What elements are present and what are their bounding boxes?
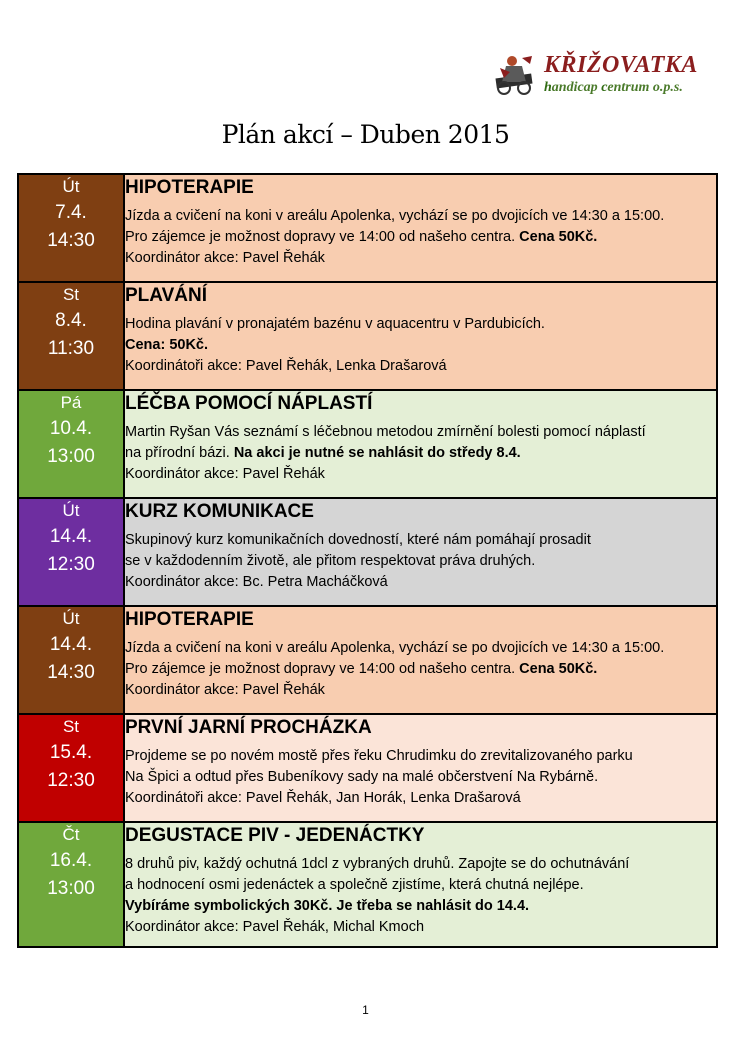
logo-tagline [544,80,683,96]
event-title: HIPOTERAPIE [125,177,254,198]
event-time: 11:30 [47,338,95,359]
line-bold-text: Cena 50Kč. [519,229,598,245]
event-info-cell [124,822,717,947]
event-description-line [125,443,716,464]
line-text: se v každodenním životě, ale přitom respektovat práva druhých. [125,553,536,569]
event-day: St [62,285,80,304]
event-date-cell [18,282,124,390]
event-description-line [125,875,716,896]
event-title: LÉČBA POMOCÍ NÁPLASTÍ [125,393,373,414]
event-description-line [125,422,716,443]
event-time: 12:30 [47,554,95,575]
page-title: Plán akcí – Duben 2015 [221,120,510,149]
event-info-cell [124,498,717,606]
event-row [18,174,717,282]
event-row [18,822,717,947]
event-time: 13:00 [47,878,95,899]
event-info-cell [124,282,717,390]
event-day: Út [62,501,80,520]
line-bold-text: Vybíráme symbolických 30Kč. Je třeba se nahlásit do 14.4. [125,898,530,914]
line-text: Koordinátoři akce: Pavel Řehák, Lenka Drašarová [125,358,447,374]
event-title: KURZ KOMUNIKACE [125,501,314,522]
line-text: Koordinátoři akce: Pavel Řehák, Jan Horák, Lenka Drašarová [125,790,521,806]
event-date-cell [18,390,124,498]
event-description-line [125,746,716,767]
event-coordinator-line [125,572,716,593]
event-date: 7.4. [55,202,87,223]
logo-tagline-initial-h: h [544,80,552,95]
event-time: 14:30 [47,230,95,251]
event-info-cell [124,174,717,282]
event-day: Út [62,609,80,628]
logo-name: KŘIŽOVATKA [544,52,698,78]
logo-tagline-part-2: entrum o.p.s. [607,80,683,95]
event-description-line [125,227,716,248]
line-text: Koordinátor akce: Pavel Řehák [125,682,325,698]
event-description-line [125,638,716,659]
line-bold-text: Cena: 50Kč. [125,337,209,353]
event-row [18,282,717,390]
logo-tagline-initial-c: c [601,80,608,95]
line-text: Jízda a cvičení na koni v areálu Apolenka, vychází se po dvojicích ve 14:30 a 15:00. [125,208,665,224]
line-text: Hodina plavání v pronajatém bazénu v aquacentru v Pardubicích. [125,316,545,332]
event-row [18,714,717,822]
event-date: 14.4. [49,634,93,655]
event-time: 14:30 [47,662,95,683]
line-text: Pro zájemce je možnost dopravy ve 14:00 od našeho centra. [125,661,520,677]
line-bold-text: Cena 50Kč. [519,661,598,677]
event-date: 15.4. [49,742,93,763]
page-number: 1 [362,1003,369,1017]
event-date: 14.4. [49,526,93,547]
event-date: 8.4. [55,310,87,331]
event-day: Pá [60,393,82,412]
event-title: HIPOTERAPIE [125,609,254,630]
line-text: Na Špici a odtud přes Bubeníkovy sady na malé občerstvení Na Rybárně. [125,769,599,785]
event-description-line [125,854,716,875]
event-description-line [125,530,716,551]
event-info-cell [124,606,717,714]
line-text: Jízda a cvičení na koni v areálu Apolenka, vychází se po dvojicích ve 14:30 a 15:00. [125,640,665,656]
event-coordinator-line [125,356,716,377]
event-title: PRVNÍ JARNÍ PROCHÁZKA [125,717,372,738]
event-info-cell [124,390,717,498]
line-text: 8 druhů piv, každý ochutná 1dcl z vybraných druhů. Zapojte se do ochutnávání [125,856,630,872]
event-description-line [125,206,716,227]
event-day: Út [62,177,80,196]
event-row [18,498,717,606]
event-day: St [62,717,80,736]
line-bold-text: Na akci je nutné se nahlásit do středy 8.4. [233,445,521,461]
event-coordinator-line [125,917,716,938]
event-title: PLAVÁNÍ [125,285,207,306]
event-time: 13:00 [47,446,95,467]
line-text: Koordinátor akce: Bc. Petra Macháčková [125,574,388,590]
event-date: 16.4. [49,850,93,871]
line-text: Projdeme se po novém mostě přes řeku Chrudimku do zrevitalizovaného parku [125,748,633,764]
line-text: na přírodní bázi. [125,445,234,461]
line-text: Skupinový kurz komunikačních dovedností, které nám pomáhají prosadit [125,532,591,548]
event-row [18,606,717,714]
event-date-cell [18,822,124,947]
event-schedule-table [17,173,718,948]
event-title: DEGUSTACE PIV - JEDENÁCTKY [125,825,425,846]
event-row [18,390,717,498]
event-date-cell [18,498,124,606]
event-description-line [125,551,716,572]
event-coordinator-line [125,680,716,701]
logo-figure-icon [492,52,536,96]
event-day: Čt [62,825,80,844]
line-text: Koordinátor akce: Pavel Řehák [125,250,325,266]
event-date-cell [18,606,124,714]
line-text: Pro zájemce je možnost dopravy ve 14:00 od našeho centra. [125,229,520,245]
event-time: 12:30 [47,770,95,791]
line-text: Koordinátor akce: Pavel Řehák, Michal Kmoch [125,919,425,935]
logo-tagline-part-1: andicap [551,80,602,95]
event-info-cell [124,714,717,822]
line-text: Koordinátor akce: Pavel Řehák [125,466,325,482]
event-coordinator-line [125,788,716,809]
logo [492,50,720,98]
event-description-line [125,767,716,788]
event-date: 10.4. [49,418,93,439]
event-coordinator-line [125,248,716,269]
event-coordinator-line [125,464,716,485]
event-date-cell [18,714,124,822]
event-date-cell [18,174,124,282]
event-description-line [125,314,716,335]
event-description-line [125,335,716,356]
event-description-line [125,659,716,680]
event-description-line [125,896,716,917]
line-text: a hodnocení osmi jedenáctek a společně zjistíme, která chutná nejlépe. [125,877,584,893]
line-text: Martin Ryšan Vás seznámí s léčebnou metodou zmírnění bolesti pomocí náplastí [125,424,646,440]
